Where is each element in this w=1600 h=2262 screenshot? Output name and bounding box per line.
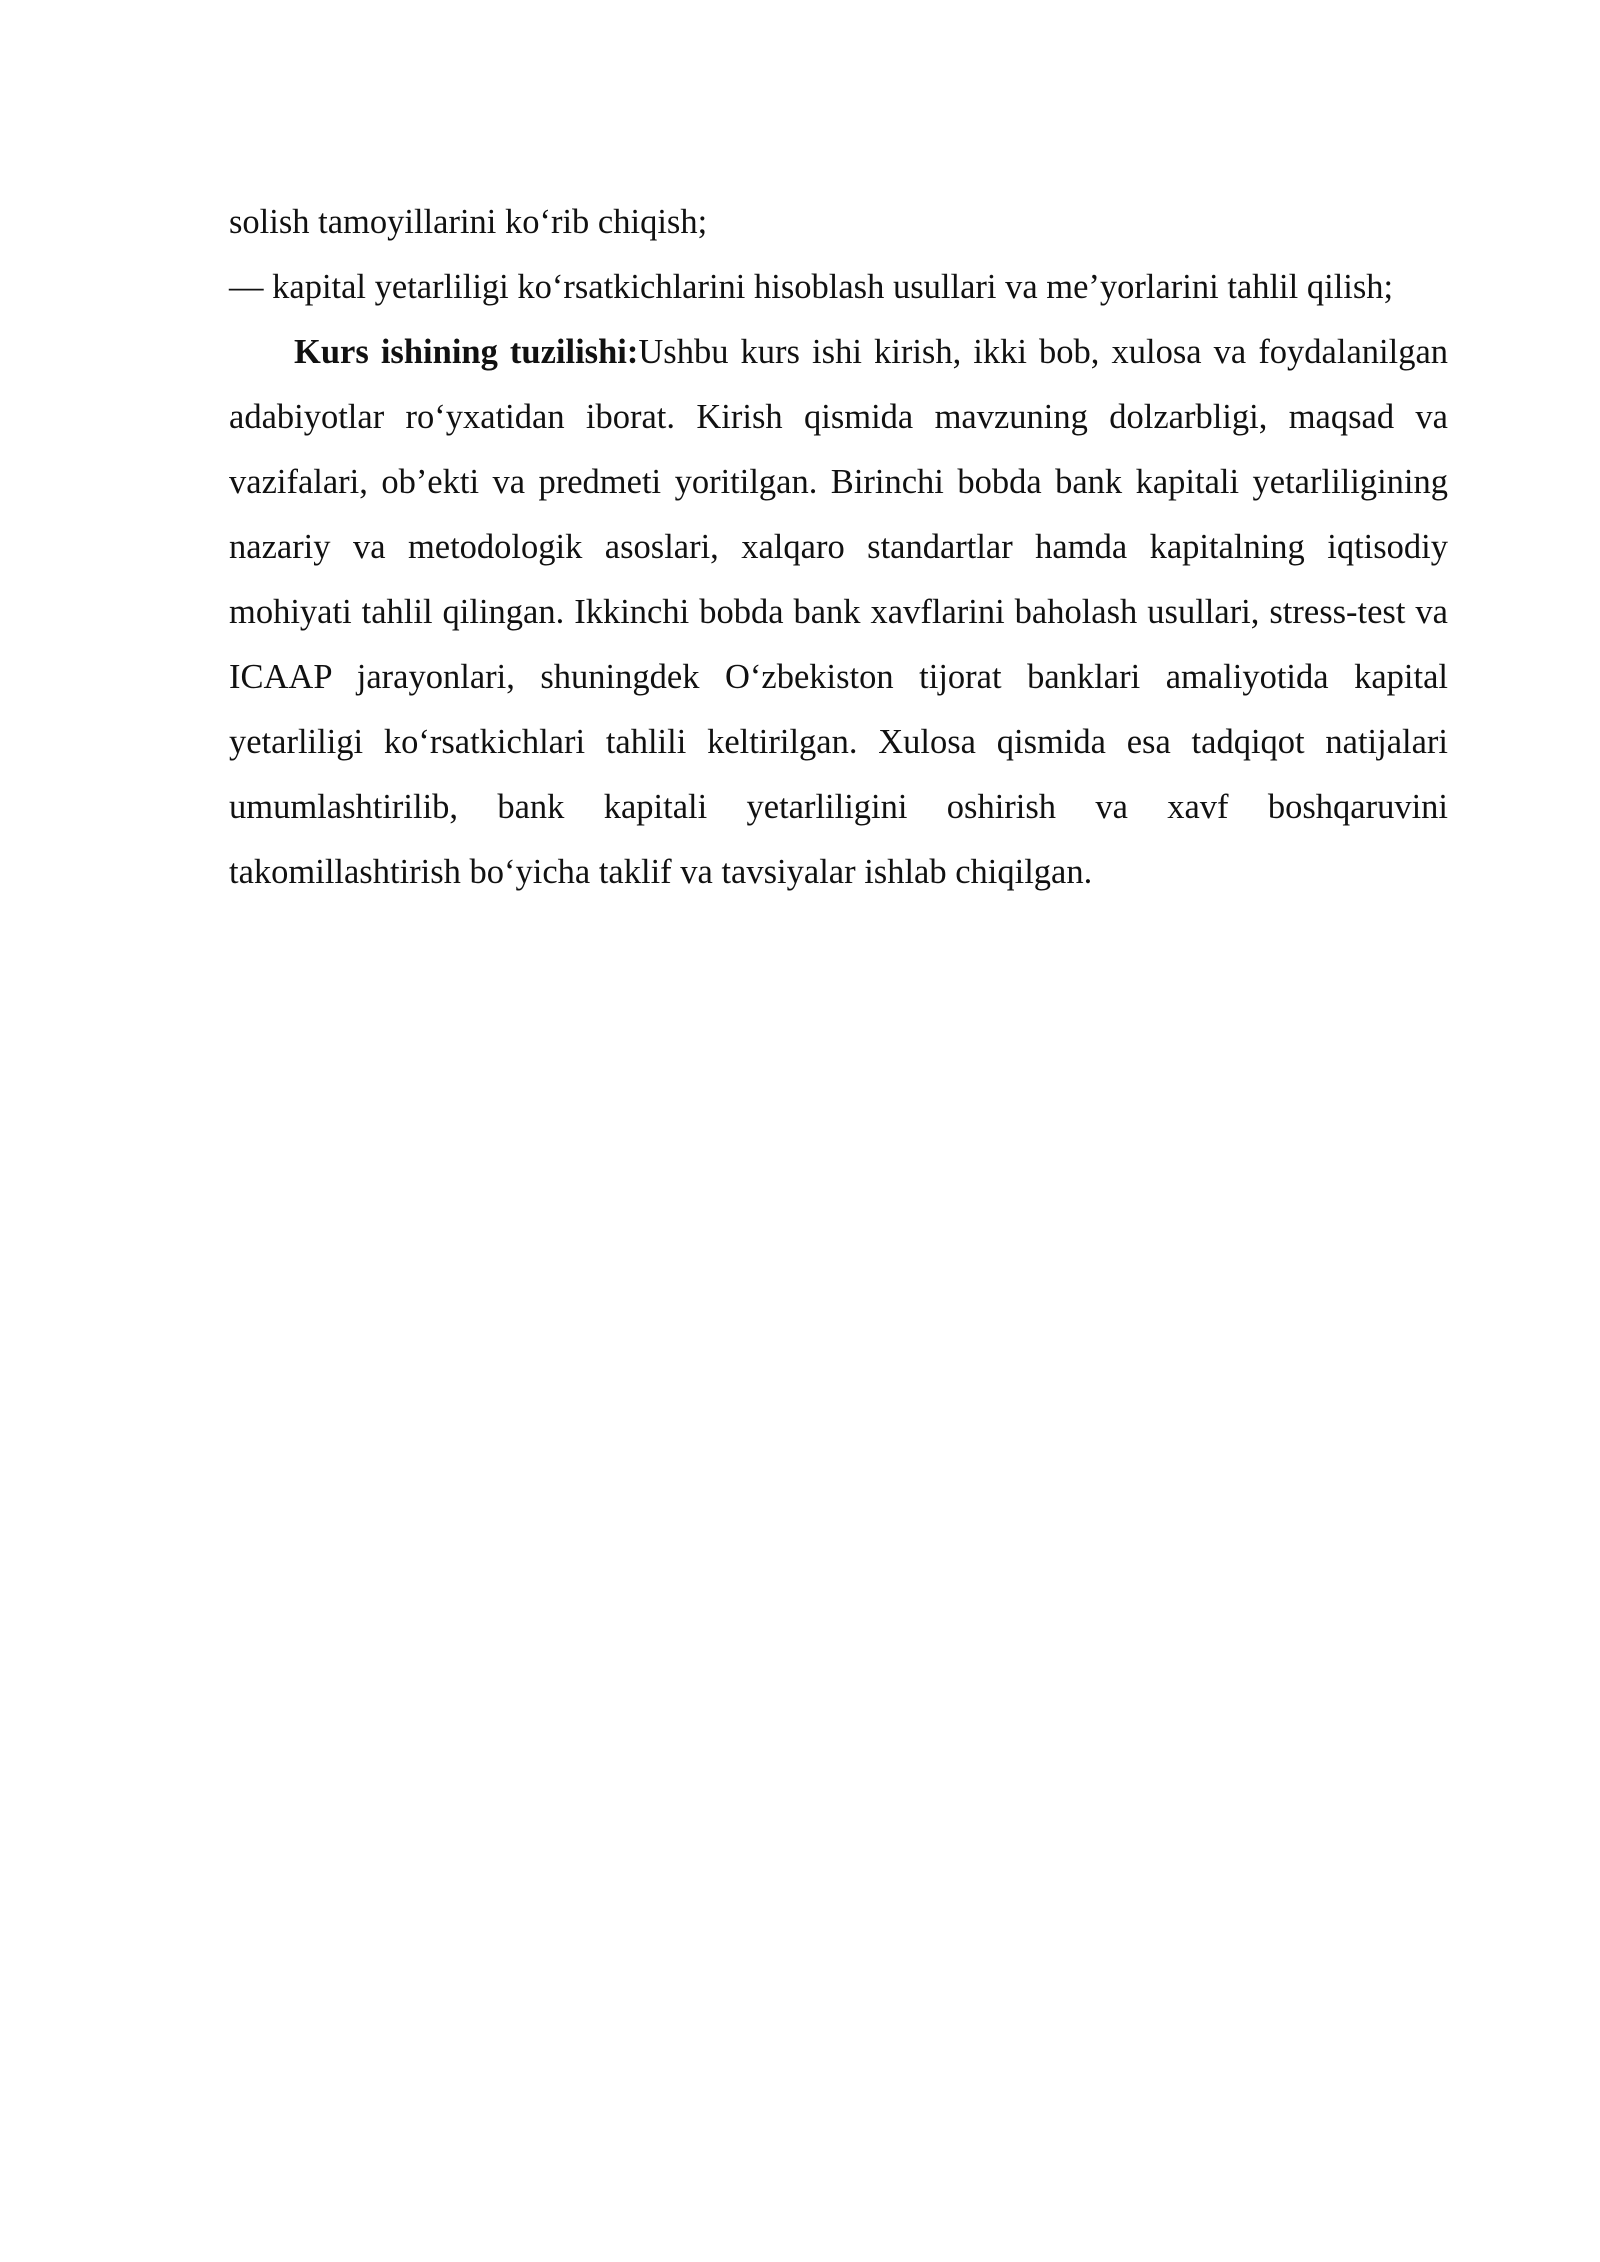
structure-paragraph <box>229 320 1448 905</box>
list-line-continuation: solish tamoyillarini ko‘rib chiqish; <box>229 203 708 241</box>
structure-text: Ushbu kurs ishi kirish, ikki bob, xulosa va foydalanilgan adabiyotlar ro‘yxatidan iborat. Kirish qismida mavzuning dolzarbligi, maqsad va vazifalari, ob’ekti va predmeti yoritilgan. Birinchi bobda bank kapitali yetarliligining nazariy va metodologik asoslari, xalqaro standartlar hamda kapitalning iqtisodiy mohiyati tahlil qilingan. Ikkinchi bobda bank xavflarini baholash usullari, stress-test va ICAAP jarayonlari, shuningdek O‘zbekiston tijorat banklari amaliyotida kapital yetarliligi ko‘rsatkichlari tahlili keltirilgan. Xulosa qismida esa tadqiqot natijalari umumlashtirilib, bank kapitali yetarliligini oshirish va xavf boshqaruvini takomillashtirish bo‘yicha taklif va tavsiyalar ishlab chiqilgan. <box>229 333 1449 891</box>
structure-heading: Kurs ishining tuzilishi: <box>294 333 639 371</box>
body-text <box>229 190 1448 905</box>
list-item-capital-adequacy: — kapital yetarliligi ko‘rsatkichlarini hisoblash usullari va me’yorlarini tahlil qilish; <box>229 268 1394 306</box>
